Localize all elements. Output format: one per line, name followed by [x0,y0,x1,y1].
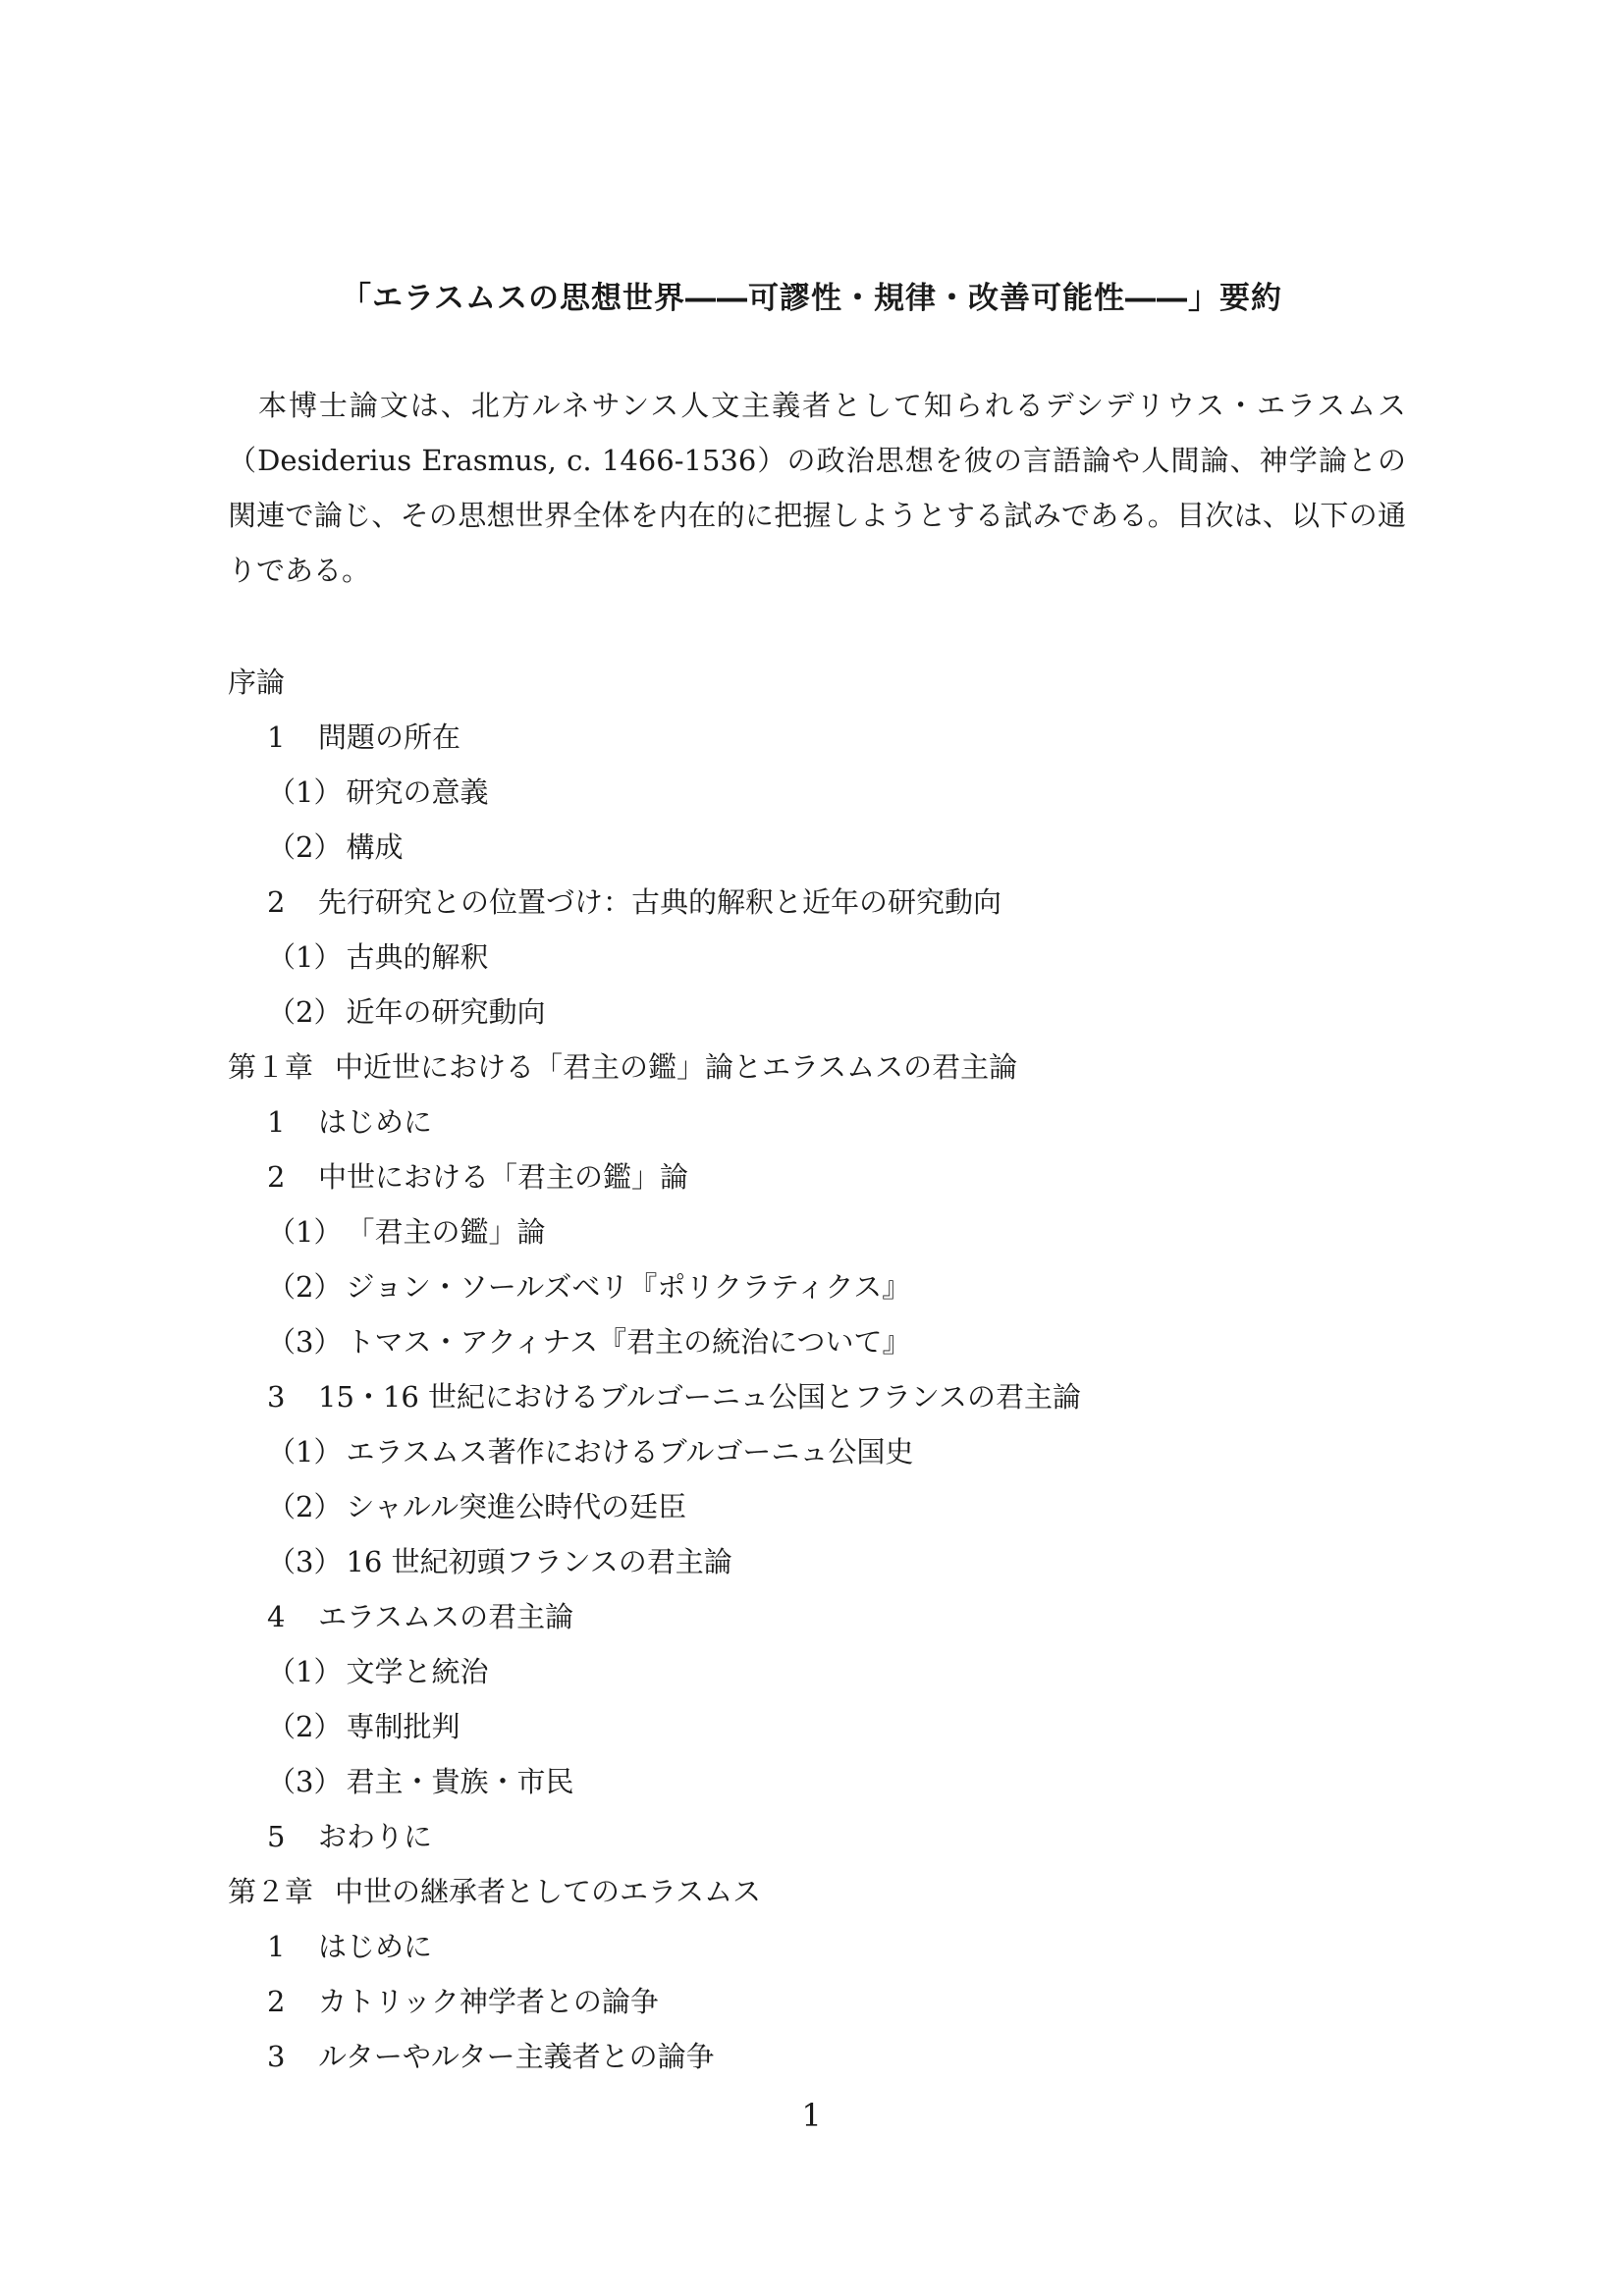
toc-item-number: （2） [267,995,343,1029]
toc-item-text: 中世における「君主の鑑」論 [318,1160,689,1194]
toc-item-text: 「君主の鑑」論 [346,1215,546,1249]
toc-item-text: 古典的解釈 [346,940,489,974]
toc-item [228,875,1386,930]
toc-item-text: ルターやルター主義者との論争 [318,2040,715,2073]
toc-item [228,1644,1386,1699]
toc-item-number: （2） [267,830,343,864]
toc-item [228,710,1386,765]
toc-item-text: 研究の意義 [346,775,489,809]
toc-item-number: 3 [267,1380,286,1414]
toc-item-text: 問題の所在 [318,721,461,754]
toc-item-text: 近年の研究動向 [346,995,546,1029]
toc-item-text: 16 世紀初頭フランスの君主論 [346,1545,732,1578]
toc-item [228,1974,1386,2029]
toc-item [228,1754,1386,1809]
abstract-paragraph: 本博士論文は、北方ルネサンス人文主義者として知られるデシデリウス・エラスムス（Desiderius Erasmus, c. 1466-1536）の政治思想を彼の言語論や人間論、神学論との関連で論じ、その思想世界全体を内在的に把握しようとする試みである。目次は、以下の通りである。 [228,389,1406,587]
page-number: 1 [801,2097,822,2134]
toc-item-number: 2 [267,1985,286,2018]
toc-item-number: 1 [267,1105,286,1139]
toc-item-text: 先行研究との位置づけ：古典的解釈と近年の研究動向 [318,885,1002,919]
page-title: 「エラスムスの思想世界――可謬性・規律・改善可能性――」要約 [340,281,1283,316]
toc-item [228,765,1386,820]
toc-item [228,1095,1386,1149]
toc-item-number: （3） [267,1545,343,1578]
toc-item-number: （2） [267,1270,343,1304]
toc-item [228,985,1386,1040]
toc-item-number: 2 [267,885,286,919]
toc-item-number: （1） [267,1655,343,1688]
toc-item [228,1919,1386,1974]
toc-item-number: （1） [267,1435,343,1468]
table-of-contents [228,655,1386,2084]
toc-item-number: 1 [267,1930,286,1963]
toc-item [228,1479,1386,1534]
toc-item-number: （2） [267,1710,343,1743]
toc-item-number: 3 [267,2040,286,2073]
toc-item-text: 15・16 世紀におけるブルゴーニュ公国とフランスの君主論 [318,1380,1081,1414]
toc-item [228,930,1386,985]
toc-item-text: 構成 [346,830,404,864]
toc-item-number: 4 [267,1600,286,1633]
toc-item-text: はじめに [318,1930,433,1963]
toc-item [228,1369,1386,1424]
toc-item-number: （1） [267,940,343,974]
toc-item-text: 序論 [228,666,286,699]
toc-item-text: トマス・アクィナス『君主の統治について』 [346,1325,911,1359]
toc-item-number: 1 [267,721,286,754]
toc-item [228,1204,1386,1259]
toc-item [228,1040,1386,1095]
toc-item-number: （3） [267,1765,343,1798]
toc-item-text: 君主・貴族・市民 [346,1765,574,1798]
toc-item-number: （1） [267,775,343,809]
toc-item-text: カトリック神学者との論争 [318,1985,659,2018]
toc-item-text: 中近世における「君主の鑑」論とエラスムスの君主論 [335,1050,1018,1084]
toc-item-text: エラスムス著作におけるブルゴーニュ公国史 [346,1435,914,1468]
toc-item-number: （1） [267,1215,343,1249]
toc-item [228,1149,1386,1204]
toc-item-text: エラスムスの君主論 [318,1600,574,1633]
toc-item [228,655,1386,710]
toc-item-number: 2 [267,1160,286,1194]
toc-item [228,1534,1386,1589]
toc-item [228,1314,1386,1369]
toc-item-number: 5 [267,1820,286,1853]
toc-item-text: 中世の継承者としてのエラスムス [335,1875,762,1908]
toc-item-text: ジョン・ソールズベリ『ポリクラティクス』 [346,1270,911,1304]
toc-item [228,1864,1386,1919]
toc-item [228,2029,1386,2084]
toc-item-text: シャルル突進公時代の廷臣 [346,1490,687,1523]
toc-item [228,1259,1386,1314]
toc-item [228,1589,1386,1644]
toc-item-number: 第２章 [228,1875,314,1908]
toc-item [228,1699,1386,1754]
toc-item [228,1809,1386,1864]
toc-item [228,820,1386,875]
toc-item [228,1424,1386,1479]
toc-item-number: 第１章 [228,1050,314,1084]
toc-item-number: （2） [267,1490,343,1523]
toc-item-text: 専制批判 [346,1710,460,1743]
toc-item-text: はじめに [318,1105,433,1139]
toc-item-text: 文学と統治 [346,1655,489,1688]
toc-item-number: （3） [267,1325,343,1359]
toc-item-text: おわりに [318,1820,433,1853]
